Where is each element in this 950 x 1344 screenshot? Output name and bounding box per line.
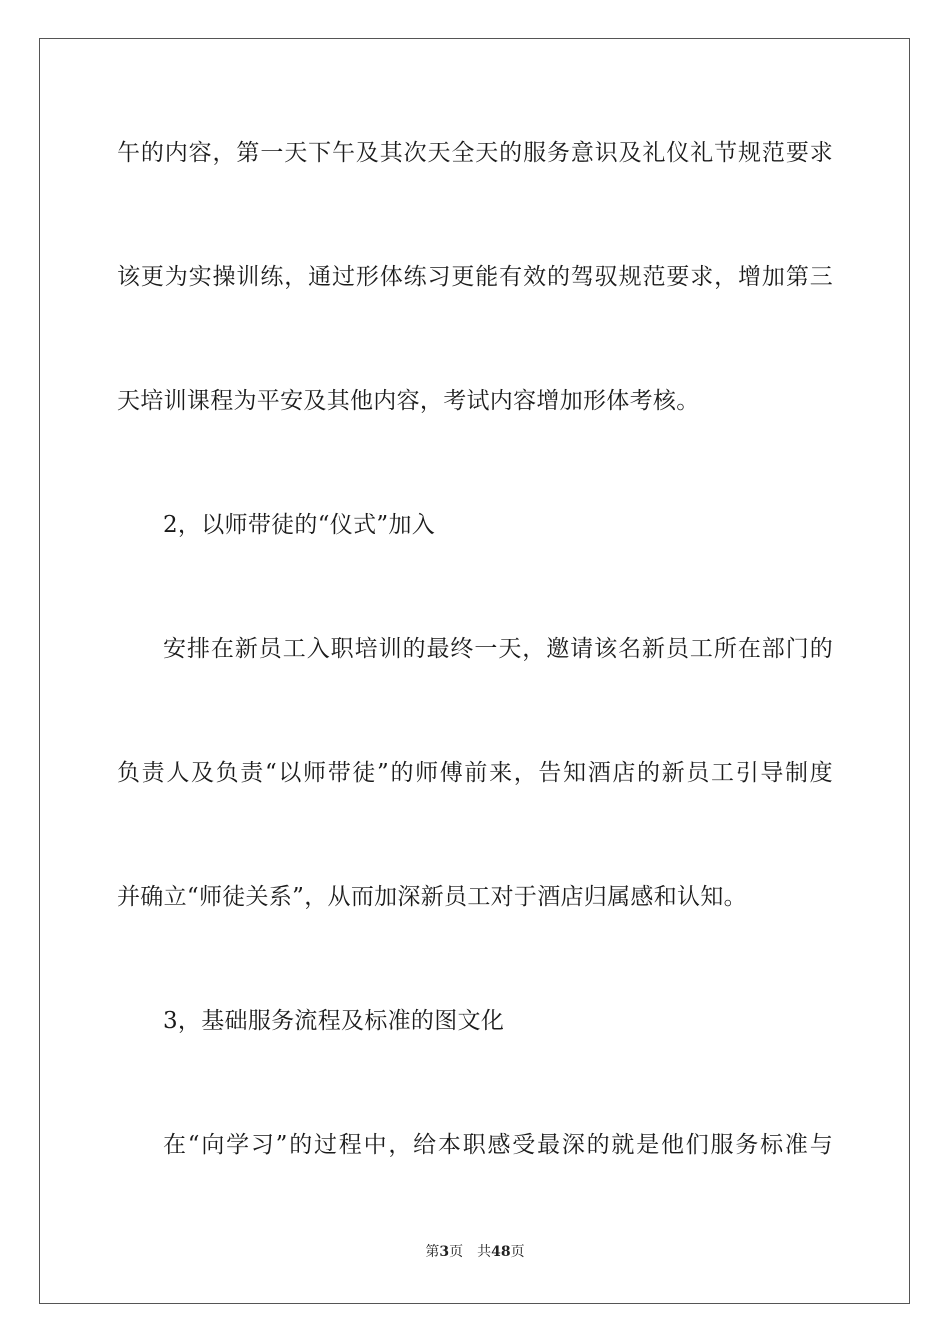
total-prefix: 共	[477, 1244, 492, 1260]
paragraph-line: 在“向学习”的过程中，给本职感受最深的就是他们服务标准与	[163, 1132, 833, 1158]
current-page-number: 3	[439, 1244, 450, 1260]
section-heading: 3，基础服务流程及标准的图文化	[163, 1008, 505, 1034]
paragraph-line: 该更为实操训练，通过形体练习更能有效的驾驭规范要求，增加第三	[117, 264, 833, 290]
section-heading: 2，以师带徒的“仪式”加入	[163, 512, 436, 538]
total-suffix: 页	[510, 1244, 525, 1260]
paragraph-line: 并确立“师徒关系”，从而加深新员工对于酒店归属感和认知。	[117, 884, 747, 910]
page-suffix: 页	[449, 1244, 464, 1260]
page-footer	[0, 1243, 950, 1261]
paragraph-line: 负责人及负责“以师带徒”的师傅前来，告知酒店的新员工引导制度	[117, 760, 833, 786]
paragraph-line: 午的内容，第一天下午及其次天全天的服务意识及礼仪礼节规范要求	[117, 140, 833, 166]
page-prefix: 第	[425, 1244, 440, 1260]
total-pages-number: 48	[491, 1244, 511, 1260]
paragraph-line: 天培训课程为平安及其他内容，考试内容增加形体考核。	[117, 388, 700, 414]
page-border	[39, 38, 910, 1304]
paragraph-line: 安排在新员工入职培训的最终一天，邀请该名新员工所在部门的	[163, 636, 833, 662]
